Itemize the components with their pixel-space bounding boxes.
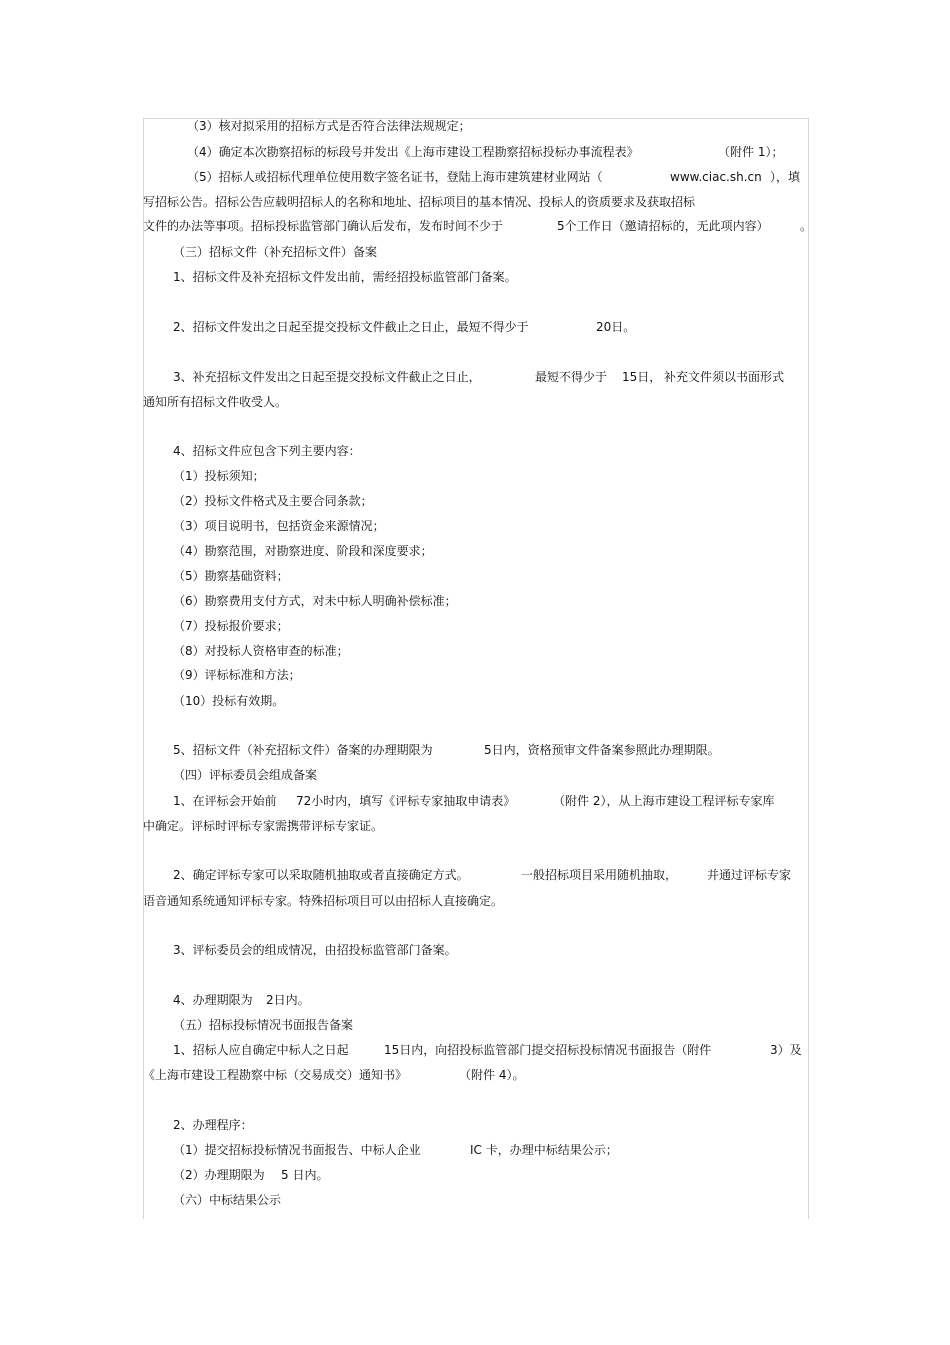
text-line: 5 日内。 — [281, 1168, 329, 1182]
text-line: 15日内，向招投标监管部门提交招标投标情况书面报告（附件 — [384, 1043, 712, 1057]
text-line: 1、招标文件及补充招标文件发出前，需经招投标监管部门备案。 — [173, 270, 517, 284]
text-line: 2日内。 — [266, 993, 310, 1007]
text-line: （5）勘察基础资料； — [173, 569, 289, 583]
text-line: www.ciac.sh.cn — [670, 170, 762, 184]
text-line: 15日， — [622, 370, 662, 384]
text-line: （8）对投标人资格审查的标准； — [173, 644, 349, 658]
text-line: （1）投标须知； — [173, 469, 265, 483]
text-line: （六）中标结果公示 — [173, 1193, 282, 1207]
text-line: 3、评标委员会的组成情况，由招投标监管部门备案。 — [173, 943, 457, 957]
text-line: 2、招标文件发出之日起至提交投标文件截止之日止，最短不得少于 — [173, 320, 529, 334]
text-line: （4）确定本次勘察招标的标段号并发出《上海市建设工程勘察招标投标办事流程表》 — [187, 145, 639, 159]
text-line: 5日内，资格预审文件备案参照此办理期限。 — [484, 743, 720, 757]
text-line: 72小时内，填写《评标专家抽取申请表》 — [296, 794, 516, 808]
text-line: 3、补充招标文件发出之日起至提交投标文件截止之日止， — [173, 370, 481, 384]
text-line: （附件 2），从上海市建设工程评标专家库 — [553, 794, 775, 808]
text-line: ），填 — [770, 170, 801, 184]
text-line: （3）核对拟采用的招标方式是否符合法律法规规定； — [187, 119, 471, 133]
text-line: 。 — [800, 219, 813, 233]
text-line: 中确定。评标时评标专家需携带评标专家证。 — [143, 819, 384, 833]
text-line: （5）招标人或招标代理单位使用数字签名证书，登陆上海市建筑建材业网站（ — [187, 170, 603, 184]
text-line: 一般招标项目采用随机抽取， — [521, 868, 678, 882]
text-line: （五）招标投标情况书面报告备案 — [173, 1018, 354, 1032]
text-line: 4、招标文件应包含下列主要内容： — [173, 444, 361, 458]
text-line: 4、办理期限为 — [173, 993, 253, 1007]
text-line: （9）评标标准和方法； — [173, 668, 301, 682]
text-line: 3）及 — [770, 1043, 802, 1057]
text-line: 5、招标文件（补充招标文件）备案的办理期限为 — [173, 743, 433, 757]
text-line: （四）评标委员会组成备案 — [173, 768, 318, 782]
text-line: 并通过评标专家 — [707, 868, 792, 882]
text-line: 2、办理程序： — [173, 1118, 253, 1132]
text-line: IC 卡，办理中标结果公示； — [470, 1143, 618, 1157]
text-line: 语音通知系统通知评标专家。特殊招标项目可以由招标人直接确定。 — [143, 894, 504, 908]
text-line: （附件 4）。 — [459, 1068, 525, 1082]
text-line: （三）招标文件（补充招标文件）备案 — [173, 245, 378, 259]
text-line: 20日。 — [596, 320, 636, 334]
text-line: 1、招标人应自确定中标人之日起 — [173, 1043, 349, 1057]
text-line: （10）投标有效期。 — [173, 694, 285, 708]
text-line: （7）投标报价要求； — [173, 619, 289, 633]
text-line: 最短不得少于 — [535, 370, 608, 384]
text-line: （6）勘察费用支付方式，对未中标人明确补偿标准； — [173, 594, 457, 608]
text-line: 通知所有招标文件收受人。 — [143, 395, 288, 409]
text-line: 文件的办法等事项。招标投标监管部门确认后发布，发布时间不少于 — [143, 219, 504, 233]
text-line: 2、确定评标专家可以采取随机抽取或者直接确定方式。 — [173, 868, 469, 882]
text-line: 《上海市建设工程勘察中标（交易成交）通知书》 — [143, 1068, 408, 1082]
text-line: （3）项目说明书，包括资金来源情况； — [173, 519, 385, 533]
text-line: （2）投标文件格式及主要合同条款； — [173, 494, 373, 508]
text-line: （1）提交招标投标情况书面报告、中标人企业 — [173, 1143, 421, 1157]
text-line: （4）勘察范围，对勘察进度、阶段和深度要求； — [173, 544, 433, 558]
text-line: （附件 1）； — [718, 145, 784, 159]
text-line: 1、在评标会开始前 — [173, 794, 277, 808]
text-line: （2）办理期限为 — [173, 1168, 265, 1182]
text-line: 写招标公告。招标公告应载明招标人的名称和地址、招标项目的基本情况、投标人的资质要求及获取招标 — [143, 195, 696, 209]
text-line: 补充文件须以书面形式 — [664, 370, 785, 384]
text-line: 5个工作日（邀请招标的，无此项内容） — [557, 219, 769, 233]
